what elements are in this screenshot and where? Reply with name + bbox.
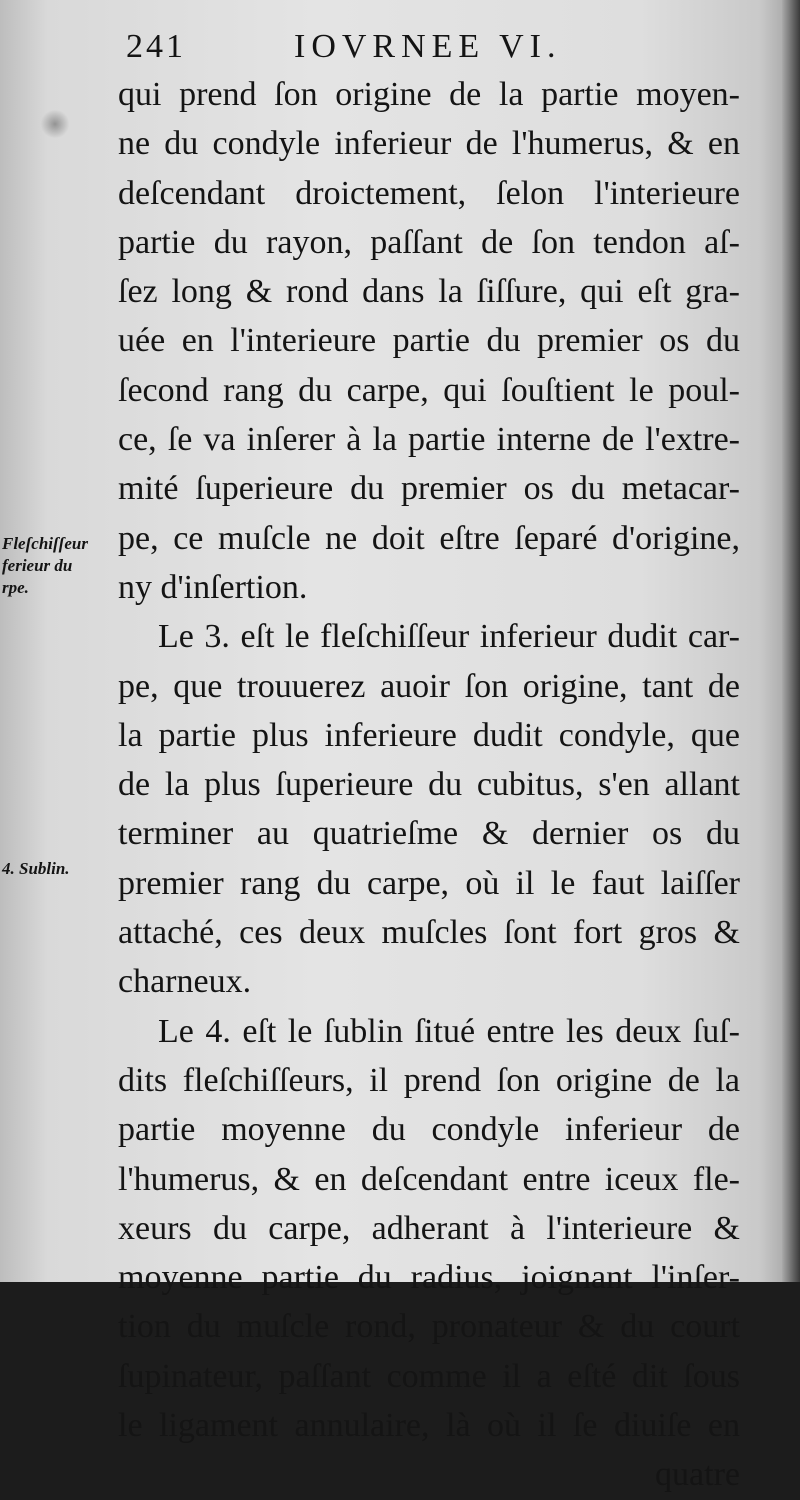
text-line: terminer au quatrieſme & dernier os du (118, 815, 740, 853)
text-line: mité ſuperieure du premier os du metacar- (118, 470, 740, 508)
text-line: de la plus ſuperieure du cubitus, s'en allant (118, 766, 740, 804)
body-text (118, 70, 740, 1500)
margin-note-line: Fleſchiſſeur (2, 534, 88, 553)
text-line: moyenne partie du radius, joignant l'inſer- (118, 1259, 740, 1297)
margin-note-line: rpe. (2, 578, 29, 597)
text-line: attaché, ces deux muſcles ſont fort gros & (118, 914, 740, 952)
text-line: partie du rayon, paſſant de ſon tendon aſ- (118, 223, 740, 261)
text-line: qui prend ſon origine de la partie moyen- (118, 76, 740, 113)
text-line: xeurs du carpe, adherant à l'interieure & (118, 1209, 740, 1247)
text-line: le ligament annulaire, là où il ſe diuiſe en (118, 1407, 740, 1445)
text-line: l'humerus, & en deſcendant entre iceux fle- (118, 1160, 740, 1198)
margin-note-sublin (2, 858, 114, 880)
ink-smudge (40, 110, 70, 138)
text-line: ne du condyle inferieur de l'humerus, & en (118, 125, 740, 163)
text-line: uée en l'interieure partie du premier os du (118, 322, 740, 360)
text-line: Le 3. eſt le fleſchiſſeur inferieur dudit car- (158, 618, 740, 656)
page-header (126, 28, 746, 72)
text-line: ny d'inſertion. (118, 568, 308, 606)
text-line: partie moyenne du condyle inferieur de (118, 1111, 740, 1149)
text-line: Le 4. eſt le ſublin ſitué entre les deux ſuſ- (158, 1012, 740, 1050)
text-line: charneux. (118, 963, 252, 1001)
page-gutter-shadow (782, 0, 800, 1282)
text-line: la partie plus inferieure dudit condyle, que (118, 716, 740, 754)
text-line: deſcendant droictement, ſelon l'interieure (118, 174, 740, 212)
text-line: premier rang du carpe, où il le faut laiſſer (118, 864, 740, 902)
text-line: ce, ſe va inſerer à la partie interne de l'extre- (118, 421, 740, 459)
page-number: 241 (126, 28, 186, 65)
text-line: ſez long & rond dans la ſiſſure, qui eſt gra- (118, 273, 740, 311)
running-head: IOVRNEE VI. (294, 28, 562, 65)
text-line: dits fleſchiſſeurs, il prend ſon origine de la (118, 1061, 740, 1099)
text-line: tion du muſcle rond, pronateur & du court (118, 1308, 740, 1346)
margin-note-flexor (2, 533, 114, 599)
catchword: quatre (655, 1456, 740, 1494)
text-line: ſupinateur, paſſant comme il a eſté dit ſous (118, 1357, 740, 1395)
margin-note-line: 4. Sublin. (2, 859, 70, 878)
text-line: ſecond rang du carpe, qui ſouſtient le poul- (118, 371, 740, 409)
text-line: pe, ce muſcle ne doit eſtre ſeparé d'origine, (118, 519, 740, 557)
margin-note-line: ferieur du (2, 556, 73, 575)
text-line: pe, que trouuerez auoir ſon origine, tant de (118, 667, 740, 705)
